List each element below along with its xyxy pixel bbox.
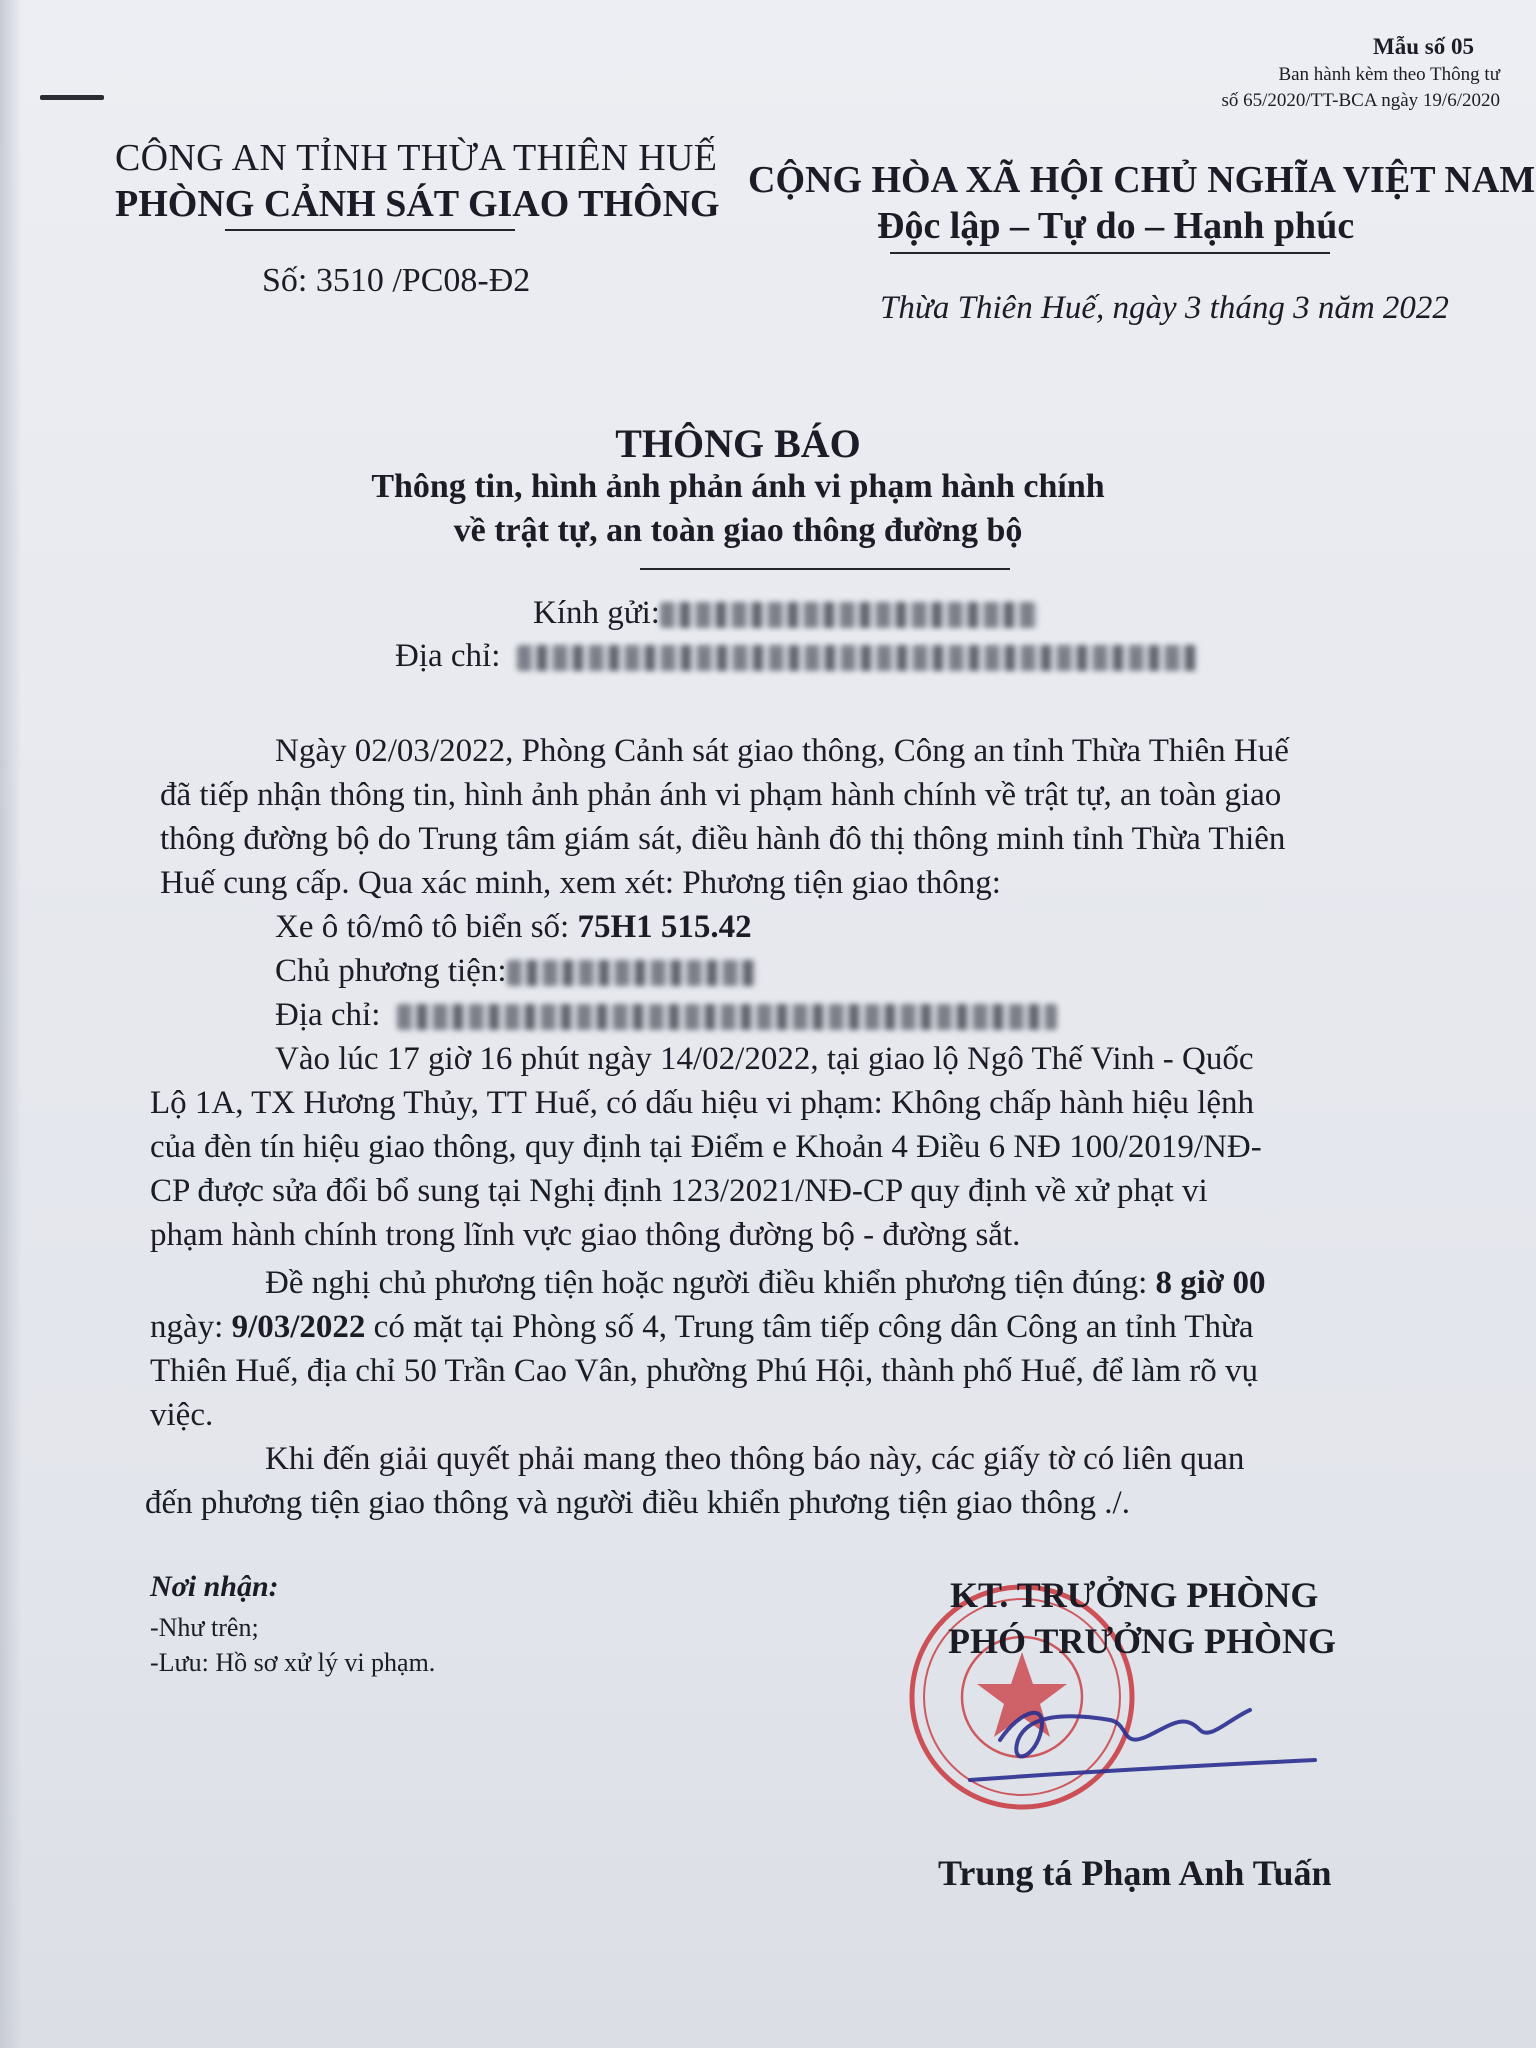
recipients-title: Nơi nhận: — [150, 1570, 279, 1603]
paragraph-1-line-4: Huế cung cấp. Qua xác minh, xem xét: Phương tiện giao thông: — [160, 865, 1001, 901]
paragraph-2-line-1: Vào lúc 17 giờ 16 phút ngày 14/02/2022, tại giao lộ Ngô Thế Vinh - Quốc — [275, 1041, 1254, 1077]
paragraph-1-line-1: Ngày 02/03/2022, Phòng Cảnh sát giao thông, Công an tỉnh Thừa Thiên Huế — [275, 733, 1289, 769]
handwritten-signature — [960, 1680, 1320, 1800]
place-and-date: Thừa Thiên Huế, ngày 3 tháng 3 năm 2022 — [880, 290, 1449, 326]
form-reference-line-2: số 65/2020/TT-BCA ngày 19/6/2020 — [1221, 90, 1500, 111]
document-subtitle-line-1: Thông tin, hình ảnh phản ánh vi phạm hành chính — [371, 468, 1105, 505]
appointment-request-text: Đề nghị chủ phương tiện hoặc người điều khiển phương tiện đúng: — [265, 1265, 1156, 1301]
paragraph-3-line-4: việc. — [150, 1397, 214, 1433]
vehicle-owner-row — [275, 950, 757, 993]
appointment-date-label: ngày: — [150, 1309, 232, 1345]
paragraph-2-line-3: của đèn tín hiệu giao thông, quy định tại Điểm e Khoản 4 Điều 6 NĐ 100/2019/NĐ- — [150, 1129, 1262, 1165]
plate-label: Xe ô tô/mô tô biển số: — [275, 909, 578, 945]
paragraph-1-line-2: đã tiếp nhận thông tin, hình ảnh phản ánh vi phạm hành chính về trật tự, an toàn giao — [160, 777, 1282, 813]
redacted-owner-address — [397, 1004, 1057, 1030]
appointment-time: 8 giờ 00 — [1155, 1265, 1266, 1301]
agency-parent: CÔNG AN TỈNH THỪA THIÊN HUẾ — [115, 137, 718, 179]
national-title: CỘNG HÒA XÃ HỘI CHỦ NGHĨA VIỆT NAM — [748, 159, 1536, 201]
title-rule — [640, 568, 1010, 570]
vehicle-owner-address-row — [275, 994, 1057, 1037]
paragraph-3-line-3: Thiên Huế, địa chỉ 50 Trần Cao Vân, phường Phú Hội, thành phố Huế, để làm rõ vụ — [150, 1353, 1259, 1389]
vehicle-plate-row — [275, 906, 752, 949]
paragraph-3-line-1 — [265, 1262, 1266, 1305]
appointment-date: 9/03/2022 — [231, 1309, 366, 1345]
document-subtitle-line-2: về trật tự, an toàn giao thông đường bộ — [453, 512, 1023, 549]
national-motto: Độc lập – Tự do – Hạnh phúc — [877, 205, 1355, 247]
document-number: Số: 3510 /PC08-Đ2 — [262, 262, 531, 299]
addressee-row — [533, 595, 1038, 632]
margin-dash — [40, 95, 104, 100]
redacted-addressee-name — [660, 602, 1038, 628]
signature-title-line-1: KT. TRƯỞNG PHÒNG — [950, 1575, 1319, 1615]
paragraph-2-line-2: Lộ 1A, TX Hương Thủy, TT Huế, có dấu hiệu vi phạm: Không chấp hành hiệu lệnh — [150, 1085, 1254, 1121]
recipient-item: -Như trên; — [150, 1613, 259, 1642]
plate-number: 75H1 515.42 — [577, 909, 752, 945]
paragraph-4-line-1: Khi đến giải quyết phải mang theo thông báo này, các giấy tờ có liên quan — [265, 1441, 1245, 1477]
paragraph-3-line-2 — [150, 1306, 1253, 1349]
form-reference-line-1: Ban hành kèm theo Thông tư — [1278, 64, 1500, 85]
paragraph-1-line-3: thông đường bộ do Trung tâm giám sát, điều hành đô thị thông minh tỉnh Thừa Thiên — [160, 821, 1286, 857]
agency-name: PHÒNG CẢNH SÁT GIAO THÔNG — [115, 183, 720, 225]
paragraph-2-line-5: phạm hành chính trong lĩnh vực giao thông đường bộ - đường sắt. — [150, 1217, 1021, 1253]
signature-title-line-2: PHÓ TRƯỞNG PHÒNG — [948, 1621, 1337, 1661]
paragraph-4-line-2: đến phương tiện giao thông và người điều khiển phương tiện giao thông ./. — [145, 1485, 1130, 1521]
redacted-addressee-address — [517, 645, 1197, 671]
paragraph-2-line-4: CP được sửa đổi bổ sung tại Nghị định 123/2021/NĐ-CP quy định về xử phạt vi — [150, 1173, 1208, 1209]
form-number: Mẫu số 05 — [1373, 34, 1474, 59]
motto-underline — [890, 252, 1330, 254]
signer-name: Trung tá Phạm Anh Tuấn — [938, 1853, 1332, 1893]
redacted-owner-name — [507, 960, 757, 986]
agency-underline — [225, 229, 515, 231]
document-title: THÔNG BÁO — [615, 421, 861, 466]
owner-label: Chủ phương tiện: — [275, 953, 507, 989]
owner-address-label: Địa chỉ: — [275, 997, 381, 1033]
recipient-item: -Lưu: Hồ sơ xử lý vi phạm. — [150, 1648, 436, 1677]
addressee-address-label: Địa chỉ: — [395, 638, 501, 674]
addressee-address-row — [395, 638, 1197, 675]
appointment-location-text: có mặt tại Phòng số 4, Trung tâm tiếp công dân Công an tỉnh Thừa — [365, 1309, 1254, 1345]
addressee-label: Kính gửi: — [533, 595, 660, 631]
